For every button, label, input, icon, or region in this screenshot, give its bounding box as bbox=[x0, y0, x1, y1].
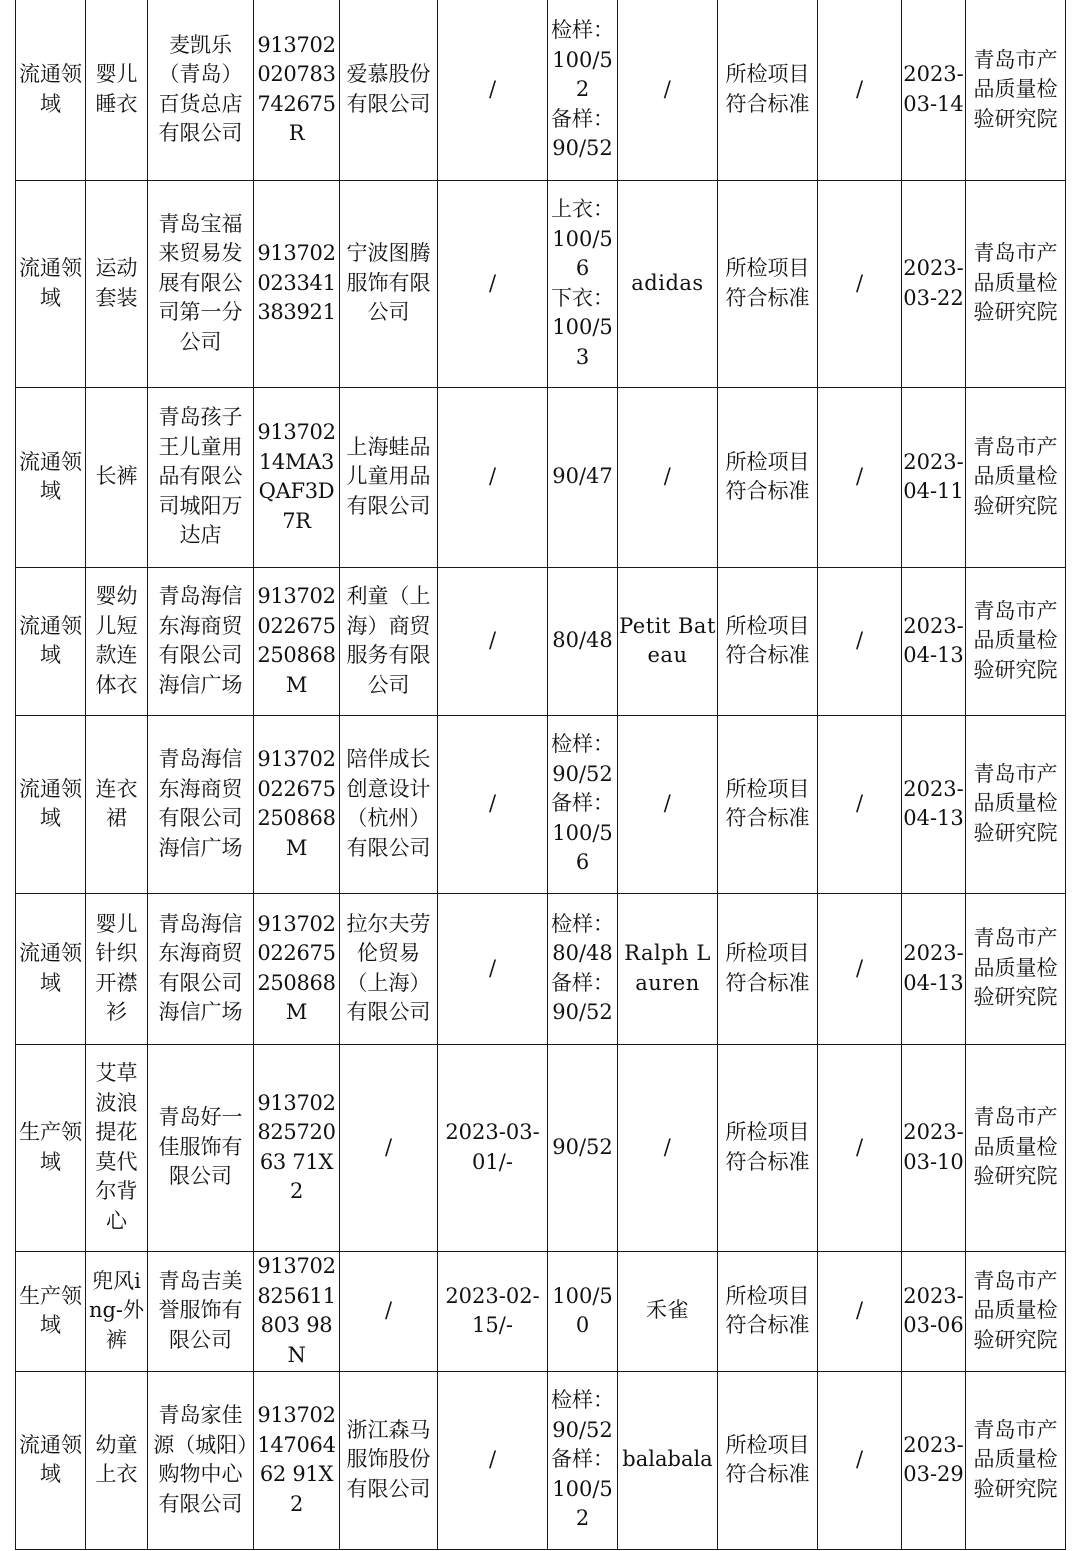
cell-field: 生产领域 bbox=[16, 1251, 86, 1371]
cell-production-date: / bbox=[438, 0, 548, 180]
cell-credit-code: 913702825611803 98N bbox=[254, 1251, 340, 1371]
cell-institution: 青岛市产品质量检验研究院 bbox=[966, 180, 1066, 387]
table-row bbox=[16, 567, 1066, 715]
cell-manufacturer: 上海蛙品儿童用品有限公司 bbox=[340, 387, 438, 567]
cell-inspected-unit: 青岛家佳源（城阳）购物中心有限公司 bbox=[148, 1371, 254, 1549]
table-row bbox=[16, 387, 1066, 567]
cell-result: 所检项目符合标准 bbox=[718, 893, 818, 1044]
cell-result: 所检项目符合标准 bbox=[718, 715, 818, 893]
cell-remark: / bbox=[818, 1044, 902, 1251]
cell-remark: / bbox=[818, 893, 902, 1044]
cell-field: 流通领域 bbox=[16, 0, 86, 180]
cell-spec-model: 100/50 bbox=[548, 1251, 618, 1371]
cell-report-date: 2023-03-06 bbox=[902, 1251, 966, 1371]
cell-inspected-unit: 青岛海信东海商贸有限公司海信广场 bbox=[148, 715, 254, 893]
cell-credit-code: 91370214MA3QAF3D7R bbox=[254, 387, 340, 567]
cell-report-date: 2023-03-10 bbox=[902, 1044, 966, 1251]
cell-product: 长裤 bbox=[86, 387, 148, 567]
cell-brand: adidas bbox=[618, 180, 718, 387]
cell-result: 所检项目符合标准 bbox=[718, 387, 818, 567]
cell-manufacturer: 爱慕股份有限公司 bbox=[340, 0, 438, 180]
cell-report-date: 2023-04-13 bbox=[902, 715, 966, 893]
cell-product: 幼童上衣 bbox=[86, 1371, 148, 1549]
cell-institution: 青岛市产品质量检验研究院 bbox=[966, 893, 1066, 1044]
cell-credit-code: 913702023341383921 bbox=[254, 180, 340, 387]
cell-production-date: / bbox=[438, 180, 548, 387]
cell-spec-model: 检样： 80/48 备样： 90/52 bbox=[548, 893, 618, 1044]
cell-product: 婴儿睡衣 bbox=[86, 0, 148, 180]
cell-brand: / bbox=[618, 387, 718, 567]
cell-institution: 青岛市产品质量检验研究院 bbox=[966, 1371, 1066, 1549]
inspection-results-table bbox=[15, 0, 1066, 1550]
cell-spec-model: 80/48 bbox=[548, 567, 618, 715]
cell-spec-model: 90/52 bbox=[548, 1044, 618, 1251]
cell-remark: / bbox=[818, 1251, 902, 1371]
cell-manufacturer: / bbox=[340, 1251, 438, 1371]
cell-brand: Petit Bateau bbox=[618, 567, 718, 715]
cell-inspected-unit: 青岛海信东海商贸有限公司海信广场 bbox=[148, 893, 254, 1044]
cell-field: 流通领域 bbox=[16, 567, 86, 715]
cell-report-date: 2023-04-11 bbox=[902, 387, 966, 567]
cell-manufacturer: 利童（上海）商贸服务有限公司 bbox=[340, 567, 438, 715]
cell-spec-model: 检样： 100/52 备样： 90/52 bbox=[548, 0, 618, 180]
cell-inspected-unit: 青岛宝福来贸易发展有限公司第一分公司 bbox=[148, 180, 254, 387]
cell-product: 运动套装 bbox=[86, 180, 148, 387]
cell-field: 生产领域 bbox=[16, 1044, 86, 1251]
cell-brand: / bbox=[618, 1044, 718, 1251]
cell-production-date: 2023-03-01/- bbox=[438, 1044, 548, 1251]
cell-inspected-unit: 麦凯乐（青岛）百货总店有限公司 bbox=[148, 0, 254, 180]
cell-brand: Ralph Lauren bbox=[618, 893, 718, 1044]
cell-manufacturer: / bbox=[340, 1044, 438, 1251]
cell-manufacturer: 陪伴成长创意设计（杭州）有限公司 bbox=[340, 715, 438, 893]
cell-institution: 青岛市产品质量检验研究院 bbox=[966, 0, 1066, 180]
cell-result: 所检项目符合标准 bbox=[718, 0, 818, 180]
cell-credit-code: 913702022675250868M bbox=[254, 715, 340, 893]
cell-production-date: / bbox=[438, 567, 548, 715]
cell-inspected-unit: 青岛孩子王儿童用品有限公司城阳万达店 bbox=[148, 387, 254, 567]
cell-remark: / bbox=[818, 715, 902, 893]
cell-product: 婴儿针织开襟衫 bbox=[86, 893, 148, 1044]
cell-report-date: 2023-03-14 bbox=[902, 0, 966, 180]
cell-remark: / bbox=[818, 0, 902, 180]
cell-result: 所检项目符合标准 bbox=[718, 1371, 818, 1549]
cell-product: 婴幼儿短款连体衣 bbox=[86, 567, 148, 715]
cell-spec-model: 90/47 bbox=[548, 387, 618, 567]
cell-report-date: 2023-04-13 bbox=[902, 893, 966, 1044]
cell-production-date: / bbox=[438, 1371, 548, 1549]
cell-report-date: 2023-03-29 bbox=[902, 1371, 966, 1549]
cell-institution: 青岛市产品质量检验研究院 bbox=[966, 1251, 1066, 1371]
cell-product: 兜风ing-外裤 bbox=[86, 1251, 148, 1371]
cell-result: 所检项目符合标准 bbox=[718, 180, 818, 387]
cell-credit-code: 913702022675250868M bbox=[254, 893, 340, 1044]
cell-field: 流通领域 bbox=[16, 1371, 86, 1549]
cell-result: 所检项目符合标准 bbox=[718, 1044, 818, 1251]
table-row bbox=[16, 893, 1066, 1044]
cell-production-date: / bbox=[438, 387, 548, 567]
cell-manufacturer: 拉尔夫劳伦贸易（上海）有限公司 bbox=[340, 893, 438, 1044]
table-row bbox=[16, 0, 1066, 180]
cell-credit-code: 913702022675250868M bbox=[254, 567, 340, 715]
cell-credit-code: 913702020783742675R bbox=[254, 0, 340, 180]
cell-result: 所检项目符合标准 bbox=[718, 567, 818, 715]
table-body bbox=[16, 0, 1066, 1549]
cell-field: 流通领域 bbox=[16, 180, 86, 387]
cell-inspected-unit: 青岛好一佳服饰有限公司 bbox=[148, 1044, 254, 1251]
table-row bbox=[16, 1044, 1066, 1251]
cell-production-date: / bbox=[438, 715, 548, 893]
cell-inspected-unit: 青岛吉美誉服饰有限公司 bbox=[148, 1251, 254, 1371]
cell-remark: / bbox=[818, 1371, 902, 1549]
table-row bbox=[16, 180, 1066, 387]
cell-institution: 青岛市产品质量检验研究院 bbox=[966, 567, 1066, 715]
cell-remark: / bbox=[818, 387, 902, 567]
cell-spec-model: 检样： 90/52 备样： 100/56 bbox=[548, 715, 618, 893]
table-row bbox=[16, 715, 1066, 893]
cell-field: 流通领域 bbox=[16, 715, 86, 893]
cell-production-date: / bbox=[438, 893, 548, 1044]
cell-institution: 青岛市产品质量检验研究院 bbox=[966, 715, 1066, 893]
cell-spec-model: 上衣： 100/56 下衣： 100/53 bbox=[548, 180, 618, 387]
cell-brand: balabala bbox=[618, 1371, 718, 1549]
cell-result: 所检项目符合标准 bbox=[718, 1251, 818, 1371]
cell-brand: / bbox=[618, 0, 718, 180]
table-row bbox=[16, 1371, 1066, 1549]
cell-product: 艾草波浪提花莫代尔背心 bbox=[86, 1044, 148, 1251]
cell-credit-code: 91370214706462 91X2 bbox=[254, 1371, 340, 1549]
cell-manufacturer: 浙江森马服饰股份有限公司 bbox=[340, 1371, 438, 1549]
cell-inspected-unit: 青岛海信东海商贸有限公司海信广场 bbox=[148, 567, 254, 715]
cell-brand: 禾雀 bbox=[618, 1251, 718, 1371]
cell-spec-model: 检样： 90/52 备样： 100/52 bbox=[548, 1371, 618, 1549]
cell-field: 流通领域 bbox=[16, 893, 86, 1044]
cell-brand: / bbox=[618, 715, 718, 893]
cell-institution: 青岛市产品质量检验研究院 bbox=[966, 387, 1066, 567]
cell-report-date: 2023-04-13 bbox=[902, 567, 966, 715]
cell-manufacturer: 宁波图腾服饰有限公司 bbox=[340, 180, 438, 387]
cell-credit-code: 91370282572063 71X2 bbox=[254, 1044, 340, 1251]
table-row bbox=[16, 1251, 1066, 1371]
cell-report-date: 2023-03-22 bbox=[902, 180, 966, 387]
cell-institution: 青岛市产品质量检验研究院 bbox=[966, 1044, 1066, 1251]
cell-production-date: 2023-02-15/- bbox=[438, 1251, 548, 1371]
cell-product: 连衣裙 bbox=[86, 715, 148, 893]
cell-remark: / bbox=[818, 180, 902, 387]
cell-remark: / bbox=[818, 567, 902, 715]
cell-field: 流通领域 bbox=[16, 387, 86, 567]
